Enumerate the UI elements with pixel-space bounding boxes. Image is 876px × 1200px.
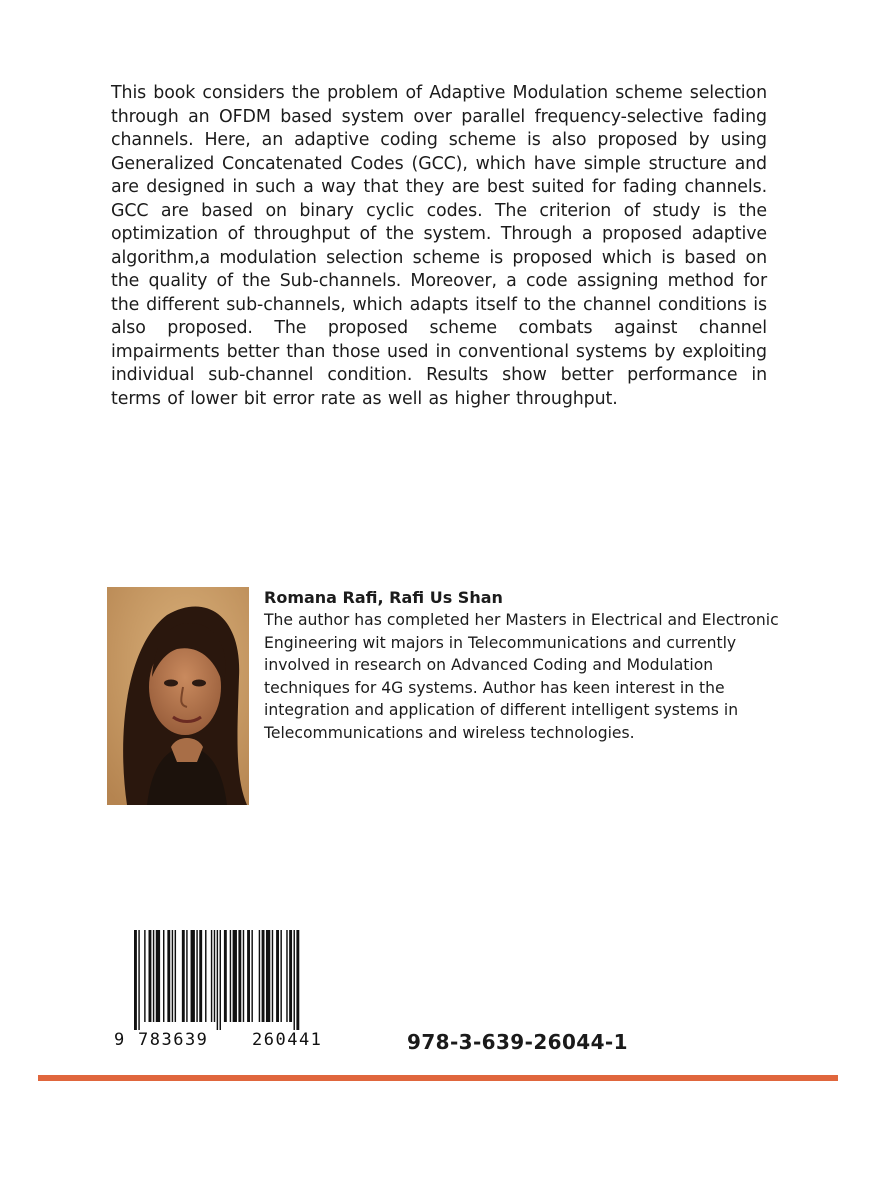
barcode-bar — [144, 930, 145, 1022]
barcode-bar — [199, 930, 202, 1022]
barcode-bar — [175, 930, 176, 1022]
isbn-number: 978-3-639-26044-1 — [407, 1030, 628, 1054]
barcode-bar — [191, 930, 195, 1022]
barcode-bar — [149, 930, 152, 1022]
author-bio: The author has completed her Masters in Electrical and Electronic Engineering wit majors in Telecommunications and currently involved in research on Advanced Coding and Modulation techniques for 4G systems. Author has keen interest in the integration and application of different intelligent systems in Telecommunications and wireless technologies. — [264, 611, 779, 742]
barcode-bar — [294, 930, 295, 1030]
barcode-bar — [262, 930, 265, 1022]
barcode-bar — [296, 930, 299, 1030]
barcode-bar — [220, 930, 221, 1030]
barcode-bar — [186, 930, 187, 1022]
barcode-bar — [224, 930, 227, 1022]
barcode-bar — [167, 930, 170, 1022]
barcode-bar — [182, 930, 185, 1022]
barcode-bar — [233, 930, 237, 1022]
barcode-bar — [172, 930, 173, 1022]
barcode-bar — [259, 930, 260, 1022]
barcode-digits — [110, 1030, 360, 1056]
barcode-lead-digit: 9 — [114, 1030, 125, 1050]
accent-rule — [38, 1075, 838, 1081]
barcode-bar — [217, 930, 218, 1030]
barcode-left-group: 783639 — [138, 1030, 209, 1050]
barcode-bar — [272, 930, 273, 1022]
barcode-bar — [289, 930, 292, 1022]
barcode-bar — [156, 930, 160, 1022]
barcode-bar — [276, 930, 279, 1022]
barcode-bar — [196, 930, 197, 1022]
book-description: This book considers the problem of Adaptive Modulation scheme selection through an OFDM based system over parallel frequency-selective fading channels. Here, an adaptive coding scheme is also proposed by using Generalized Concatenated Codes (GCC), which have simple structure and are designed in such a way that they are best suited for fading channels. GCC are based on binary cyclic codes. The criterion of study is the optimization of throughput of the system. Through a proposed adaptive algorithm,a modulation selection scheme is proposed which is based on the quality of the Sub-channels. Moreover, a code assigning method for the different sub-channels, which adapts itself to the channel conditions is also proposed. The proposed scheme combats against channel impairments better than those used in conventional systems by exploiting individual sub-channel condition. Results show better performance in terms of lower bit error rate as well as higher throughput. — [111, 83, 767, 409]
barcode-bar — [163, 930, 164, 1022]
barcode-bar — [134, 930, 137, 1030]
barcode-bar — [205, 930, 206, 1022]
author-photo — [107, 587, 249, 805]
author-names: Romana Rafi, Rafi Us Shan — [264, 588, 503, 607]
barcode-bar — [266, 930, 270, 1022]
barcode-bar — [286, 930, 287, 1022]
barcode-bar — [153, 930, 154, 1022]
barcode-bar — [230, 930, 231, 1022]
barcode-bar — [280, 930, 281, 1022]
barcode-right-group: 260441 — [252, 1030, 323, 1050]
barcode-bar — [247, 930, 250, 1022]
barcode-bar — [214, 930, 215, 1022]
barcode-bar — [251, 930, 252, 1022]
barcode-bar — [243, 930, 244, 1022]
barcode-bar — [211, 930, 212, 1022]
barcode-bar — [138, 930, 139, 1030]
barcode-bar — [238, 930, 241, 1022]
